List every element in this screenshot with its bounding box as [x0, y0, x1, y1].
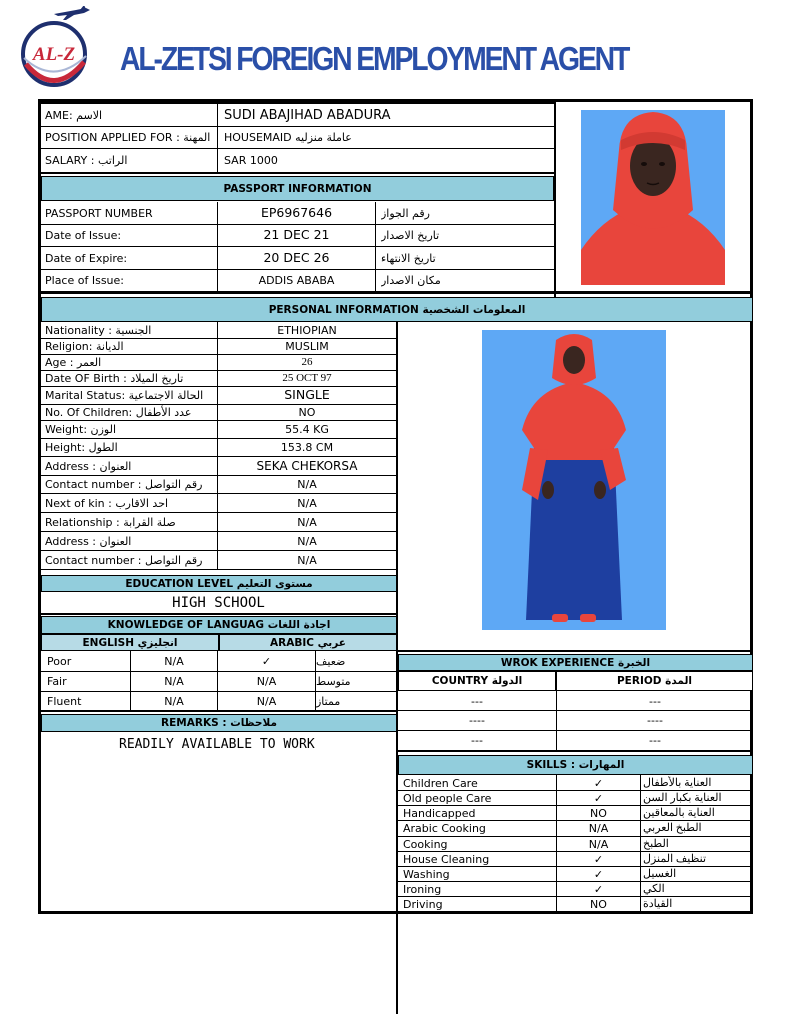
skill-driving: Driving [403, 897, 443, 911]
skill-handicapped: Handicapped [403, 806, 476, 820]
portrait-photo [581, 110, 725, 285]
skill-washing-value: ✓ [593, 867, 604, 881]
next-of-kin-value: N/A [297, 496, 317, 510]
lang-ar-fluent: ممتاز [316, 694, 341, 708]
salary-label: SALARY : الراتب [45, 154, 128, 167]
lang-level-fair: Fair [47, 675, 67, 688]
logo-text: AL-Z [32, 44, 76, 65]
passport-number-label: PASSPORT NUMBER [45, 207, 153, 220]
skill-ironing-ar: الكي [643, 882, 665, 895]
personal-header: PERSONAL INFORMATION المعلومات الشخصية [41, 297, 753, 322]
skill-driving-ar: القيادة [643, 897, 673, 910]
skill-old-people-care-ar: العناية بكبار السن [643, 791, 722, 804]
passport-number-ar: رقم الجواز [381, 207, 430, 220]
contact-value: N/A [297, 478, 317, 491]
skill-handicapped-value: NO [590, 806, 607, 820]
nationality-label: Nationality : الجنسية [45, 324, 152, 337]
skill-house-cleaning: House Cleaning [403, 852, 490, 866]
relationship-label: Relationship : صلة القرابة [45, 515, 176, 529]
age-label: Age : العمر [45, 356, 102, 369]
period-header: PERIOD المدة [556, 671, 753, 691]
experience-header: WROK EXPERIENCE الخبرة [398, 654, 753, 671]
issue-date-value: 21 DEC 21 [263, 227, 330, 243]
lang-ar-fair: متوسط [316, 675, 351, 688]
dob-value: 25 OCT 97 [282, 372, 332, 384]
skill-children-care-ar: العناية بالأطفال [643, 776, 712, 789]
expire-date-value: 20 DEC 26 [263, 249, 330, 265]
skill-washing-ar: الغسيل [643, 867, 677, 880]
lang-ar-poor: ضعيف [316, 655, 346, 668]
kin-address-label: Address : العنوان [45, 534, 132, 548]
children-label: No. Of Children: عدد الأطفال [45, 406, 192, 419]
name-label: AME: الاسم [45, 108, 103, 122]
religion-label: Religion: الديانة [45, 340, 124, 353]
country-header: COUNTRY الدولة [398, 671, 556, 691]
skill-arabic-cooking-ar: الطبخ العربي [643, 822, 702, 834]
salary-value: SAR 1000 [224, 154, 278, 167]
position-value: HOUSEMAID عاملة منزليه [224, 131, 352, 144]
weight-label: Weight: الوزن [45, 423, 117, 436]
next-of-kin-label: Next of kin : احد الاقارب [45, 496, 169, 510]
relationship-value: N/A [297, 515, 317, 529]
skill-old-people-care-value: ✓ [593, 791, 604, 805]
exp-country-3: --- [471, 734, 483, 747]
nationality-value: ETHIOPIAN [277, 324, 337, 337]
issue-date-label: Date of Issue: [45, 229, 122, 242]
children-value: NO [298, 406, 316, 419]
lang-english-fair: N/A [164, 675, 184, 688]
expire-date-ar: تاريخ الانتهاء [381, 251, 436, 265]
age-value: 26 [301, 356, 313, 368]
skill-old-people-care: Old people Care [403, 791, 492, 805]
kin-address-value: N/A [297, 534, 317, 548]
kin-contact-value: N/A [297, 553, 317, 567]
lang-arabic-fluent: N/A [256, 694, 277, 708]
skill-cooking-ar: الطبخ [643, 837, 669, 850]
weight-value: 55.4 KG [285, 423, 329, 436]
contact-label: Contact number : رقم التواصل [45, 478, 203, 491]
education-value: HIGH SCHOOL [172, 595, 265, 611]
education-header: EDUCATION LEVEL مستوى التعليم [41, 575, 397, 592]
remarks-header: REMARKS : ملاحظات [41, 714, 397, 732]
marital-value: SINGLE [284, 387, 330, 403]
height-value: 153.8 CM [280, 441, 334, 454]
skill-cooking: Cooking [403, 837, 448, 851]
full-body-photo [482, 330, 666, 630]
expire-date-label: Date of Expire: [45, 251, 128, 265]
skills-header: SKILLS : المهارات [398, 755, 753, 775]
issue-place-label: Place of Issue: [45, 274, 124, 287]
remarks-value: READILY AVAILABLE TO WORK [119, 736, 315, 752]
skill-handicapped-ar: العناية بالمعاقين [643, 806, 715, 819]
address-value: SEKA CHEKORSA [256, 459, 358, 473]
skill-house-cleaning-value: ✓ [593, 852, 604, 866]
exp-period-1: --- [649, 694, 661, 708]
lang-english-poor: N/A [164, 655, 184, 668]
lang-level-fluent: Fluent [47, 694, 82, 708]
skill-children-care-value: ✓ [593, 776, 604, 790]
issue-place-ar: مكان الاصدار [381, 274, 441, 287]
address-label: Address : العنوان [45, 459, 132, 473]
skill-children-care: Children Care [403, 776, 478, 790]
name-value: SUDI ABAJIHAD ABADURA [224, 107, 391, 123]
skill-arabic-cooking-value: N/A [588, 822, 609, 835]
skill-washing: Washing [403, 867, 450, 881]
exp-country-1: --- [471, 694, 483, 708]
lang-level-poor: Poor [47, 655, 72, 668]
issue-date-ar: تاريخ الاصدار [381, 229, 440, 242]
dob-label: Date OF Birth : تاريخ الميلاد [45, 372, 184, 385]
english-header: ENGLISH انجليزي [41, 634, 219, 651]
arabic-header: ARABIC عربي [219, 634, 397, 651]
cv-form [38, 99, 753, 914]
skill-cooking-value: N/A [588, 837, 609, 851]
position-label: POSITION APPLIED FOR : المهنة [45, 131, 211, 144]
kin-contact-label: Contact number : رقم التواصل [45, 553, 203, 567]
exp-country-2: ---- [469, 714, 485, 727]
issue-place-value: ADDIS ABABA [258, 274, 335, 287]
height-label: Height: الطول [45, 441, 118, 454]
religion-value: MUSLIM [285, 340, 329, 353]
agency-title: AL-ZETSI FOREIGN EMPLOYMENT AGENT [120, 40, 629, 77]
skill-driving-value: NO [590, 897, 607, 911]
skill-ironing-value: ✓ [593, 882, 604, 896]
passport-header: PASSPORT INFORMATION [41, 176, 554, 201]
exp-period-2: ---- [647, 714, 663, 727]
exp-period-3: --- [649, 734, 661, 747]
languages-header: KNOWLEDGE OF LANGUAG اجادة اللغات [41, 616, 397, 634]
skill-arabic-cooking: Arabic Cooking [403, 822, 486, 835]
marital-label: Marital Status: الحالة الاجتماعية [45, 389, 204, 402]
lang-arabic-fair: N/A [256, 675, 277, 688]
lang-arabic-poor: ✓ [261, 655, 272, 668]
agency-logo [14, 6, 104, 92]
skill-house-cleaning-ar: تنظيف المنزل [643, 852, 707, 865]
lang-english-fluent: N/A [164, 694, 184, 708]
skill-ironing: Ironing [403, 882, 442, 896]
passport-number-value: EP6967646 [260, 205, 333, 221]
